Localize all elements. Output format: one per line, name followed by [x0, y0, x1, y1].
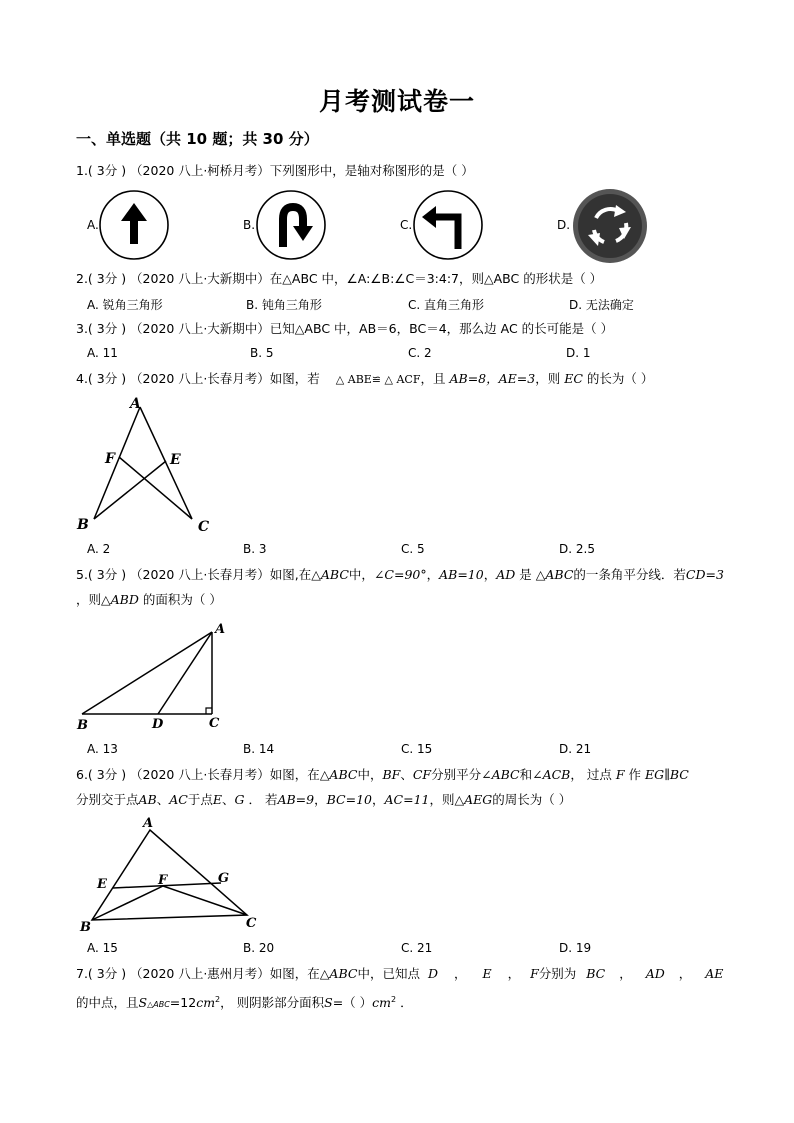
turn-left-sign-icon — [412, 189, 484, 261]
q5-l1-a: 5.( 3分 ) （2020 八上·长春月考）如图,在 — [76, 567, 312, 582]
q7-l2-g: ， 则阴影部分面积 — [220, 995, 325, 1011]
q6-l2-k: ， — [314, 792, 327, 807]
page-title: 月考测试卷一 — [318, 87, 475, 116]
q4-figure — [72, 393, 222, 539]
q5-l1-d: ∠C=90° — [373, 567, 427, 582]
q5-label-c: C — [209, 716, 220, 731]
q6-l2-l: BC=10 — [326, 792, 372, 807]
u-turn-sign-icon — [255, 189, 327, 261]
q5-l1-f: AB=10 — [439, 567, 484, 582]
q5-option-b[interactable]: B. 14 — [243, 742, 275, 756]
q4-label-b: B — [77, 517, 89, 533]
q2-option-c[interactable]: C. 直角三角形 — [408, 298, 485, 312]
q2-option-a[interactable]: A. 锐角三角形 — [87, 298, 163, 312]
q1-option-d-label[interactable]: D. — [557, 218, 571, 232]
q4-text-a: 4.( 3分 ) （2020 八上·长春月考）如图，若 — [76, 371, 320, 386]
q6-l2-o: ，则 — [429, 792, 455, 807]
q6-l2-j: AB=9 — [277, 792, 315, 807]
q6-l2-n: AC=11 — [384, 792, 430, 807]
q7-l1-b: △ABC — [319, 966, 358, 981]
q1-option-a-label[interactable]: A. — [87, 218, 99, 232]
q5-l2-c: 的面积为（ ） — [142, 592, 222, 607]
q5-l1-h: AD — [496, 567, 516, 582]
q6-l1-d: BF — [382, 767, 401, 782]
q6-l1-n: EG∥BC — [645, 767, 689, 782]
q4-text-c: ，且 — [420, 371, 446, 386]
q7-l2-i: =（ ） — [332, 995, 373, 1011]
q6-l1-e: 、 — [400, 767, 413, 782]
q4-label-c: C — [198, 519, 210, 535]
q4-label-a: A — [130, 396, 141, 412]
q6-label-f: F — [158, 873, 168, 888]
q7-l1-d: D — [427, 966, 438, 981]
q5-label-a: A — [215, 622, 226, 637]
question-3-text: 3.( 3分 ) （2020 八上·大新期中）已知△ABC 中，AB＝6，BC＝4，那么边 AC 的长可能是（ ） — [76, 321, 614, 336]
q6-l1-b: △ABC — [319, 767, 358, 782]
question-6-line-1 — [76, 766, 689, 783]
q6-l2-p: △AEG — [454, 792, 493, 807]
q6-l1-g: 分别平分 — [431, 767, 482, 782]
q5-option-a[interactable]: A. 13 — [87, 742, 118, 756]
q7-l2-f: 2 — [215, 995, 221, 1004]
q1-option-c-label[interactable]: C. — [400, 218, 413, 232]
question-7-line-1 — [76, 965, 723, 982]
q7-l2-h: S — [324, 995, 333, 1011]
q3-option-c[interactable]: C. 2 — [408, 346, 432, 360]
q4-option-b[interactable]: B. 3 — [243, 542, 267, 556]
question-2-text: 2.( 3分 ) （2020 八上·大新期中）在△ABC 中，∠A:∠B:∠C＝3:4:7，则△ABC 的形状是（ ） — [76, 271, 603, 286]
q6-label-g: G — [218, 871, 230, 886]
q3-option-d[interactable]: D. 1 — [566, 346, 591, 360]
q7-l1-c: 中，已知点 — [357, 966, 420, 981]
q6-l1-j: ∠ACB — [532, 767, 571, 782]
q5-l2-b: △ABD — [101, 592, 139, 607]
q7-l2-c: △ABC — [147, 1000, 170, 1010]
q5-label-b: B — [77, 718, 88, 733]
q7-l1-n: AE — [705, 966, 724, 981]
q7-l2-e: cm — [196, 995, 216, 1011]
q7-l1-a: 7.( 3分 ) （2020 八上·惠州月考）如图，在 — [76, 966, 320, 981]
q6-l2-m: ， — [372, 792, 385, 807]
q6-l2-i: ． 若 — [248, 792, 278, 807]
q5-l1-i: 是 — [519, 567, 532, 582]
question-5-line-1 — [76, 566, 724, 583]
q5-option-c[interactable]: C. 15 — [401, 742, 433, 756]
q6-l2-a: 分别交于点 — [76, 792, 139, 807]
q7-l2-b: S — [138, 995, 148, 1011]
q6-option-c[interactable]: C. 21 — [401, 941, 433, 955]
q7-l1-h: F — [530, 966, 539, 981]
q4-text-e: ，则 — [535, 371, 561, 386]
q6-l2-c: 、 — [156, 792, 170, 807]
q6-l1-a: 6.( 3分 ) （2020 八上·长春月考）如图，在 — [76, 767, 320, 782]
q6-label-a: A — [143, 816, 154, 831]
q6-option-a[interactable]: A. 15 — [87, 941, 118, 955]
q5-l1-c: 中， — [348, 567, 374, 582]
q5-l1-e: ， — [426, 567, 440, 582]
q4-given: AB=8，AE=3 — [449, 371, 536, 386]
q6-l2-h: G — [234, 792, 245, 807]
q6-l1-f: CF — [412, 767, 432, 782]
q5-l1-j: △ABC — [535, 567, 574, 582]
section-heading: 一、单选题（共 10 题；共 30 分） — [76, 130, 319, 148]
q3-option-a[interactable]: A. 11 — [87, 346, 118, 360]
question-5-line-2 — [76, 591, 222, 608]
q7-l1-g: ， — [507, 966, 521, 981]
q7-l2-j: cm — [372, 995, 392, 1011]
q6-l2-e: 于点 — [187, 792, 213, 807]
q4-label-e: E — [170, 452, 181, 468]
q4-text-g: 的长为（ ） — [586, 371, 654, 386]
q7-l1-k: ， — [619, 966, 632, 981]
q7-l2-d: =12 — [169, 995, 197, 1011]
q7-l1-m: ， — [678, 966, 692, 981]
q7-l2-k: 2 — [391, 995, 397, 1004]
q6-l1-c: 中， — [357, 767, 383, 782]
q7-l1-i: 分别为 — [538, 966, 577, 981]
q5-l1-k: 的一条角平分线．若 — [573, 567, 686, 582]
q4-option-a[interactable]: A. 2 — [87, 542, 111, 556]
q4-option-c[interactable]: C. 5 — [401, 542, 425, 556]
q6-l2-g: 、 — [221, 792, 235, 807]
q6-label-c: C — [246, 916, 257, 931]
q5-l1-l: CD=3 — [685, 567, 724, 582]
q4-label-f: F — [105, 451, 115, 467]
question-7-line-2 — [76, 991, 413, 1013]
q5-l1-g: ， — [483, 567, 497, 582]
question-4-text — [76, 370, 653, 388]
q6-l1-l: F — [615, 767, 625, 782]
q4-ec: EC — [564, 371, 583, 386]
q5-option-d[interactable]: D. 21 — [559, 742, 592, 756]
q6-label-e: E — [97, 877, 107, 892]
q5-figure — [72, 618, 232, 736]
q6-l1-i: 和 — [519, 767, 533, 782]
q4-congruence: △ ABE≌ △ ACF — [335, 373, 421, 386]
q6-option-b[interactable]: B. 20 — [243, 941, 275, 955]
arrow-up-sign-icon — [98, 189, 170, 261]
q6-l1-k: ， 过点 — [570, 767, 612, 782]
roundabout-sign-icon — [572, 188, 648, 264]
q6-option-d[interactable]: D. 19 — [559, 941, 592, 955]
q1-option-b-label[interactable]: B. — [243, 218, 256, 232]
q7-l1-f: E — [482, 966, 492, 981]
q6-l2-d: AC — [169, 792, 188, 807]
q7-l1-j: BC — [586, 966, 606, 981]
q5-label-d: D — [152, 717, 164, 732]
q6-l2-f: E — [212, 792, 222, 807]
q5-l1-b: △ABC — [311, 567, 349, 582]
q4-option-d[interactable]: D. 2.5 — [559, 542, 595, 556]
q6-l2-b: AB — [138, 792, 157, 807]
q7-l1-l: AD — [645, 966, 665, 981]
q6-figure — [72, 814, 272, 938]
question-1-text: 1.( 3分 ) （2020 八上·柯桥月考）下列图形中，是轴对称图形的是（ ） — [76, 163, 474, 178]
q2-option-b[interactable]: B. 钝角三角形 — [246, 298, 322, 312]
q6-label-b: B — [80, 920, 91, 935]
q6-l2-q: 的周长为（ ） — [492, 792, 572, 807]
q3-option-b[interactable]: B. 5 — [250, 346, 274, 360]
q2-option-d[interactable]: D. 无法确定 — [569, 298, 634, 312]
question-6-line-2 — [76, 791, 571, 808]
q7-l2-a: 的中点，且 — [76, 995, 139, 1011]
q6-l1-h: ∠ABC — [481, 767, 520, 782]
q6-l1-m: 作 — [628, 767, 642, 782]
q5-l2-a: ，则 — [76, 592, 102, 607]
q7-l1-e: ， — [453, 966, 467, 981]
q7-l2-l: ． — [400, 995, 413, 1011]
